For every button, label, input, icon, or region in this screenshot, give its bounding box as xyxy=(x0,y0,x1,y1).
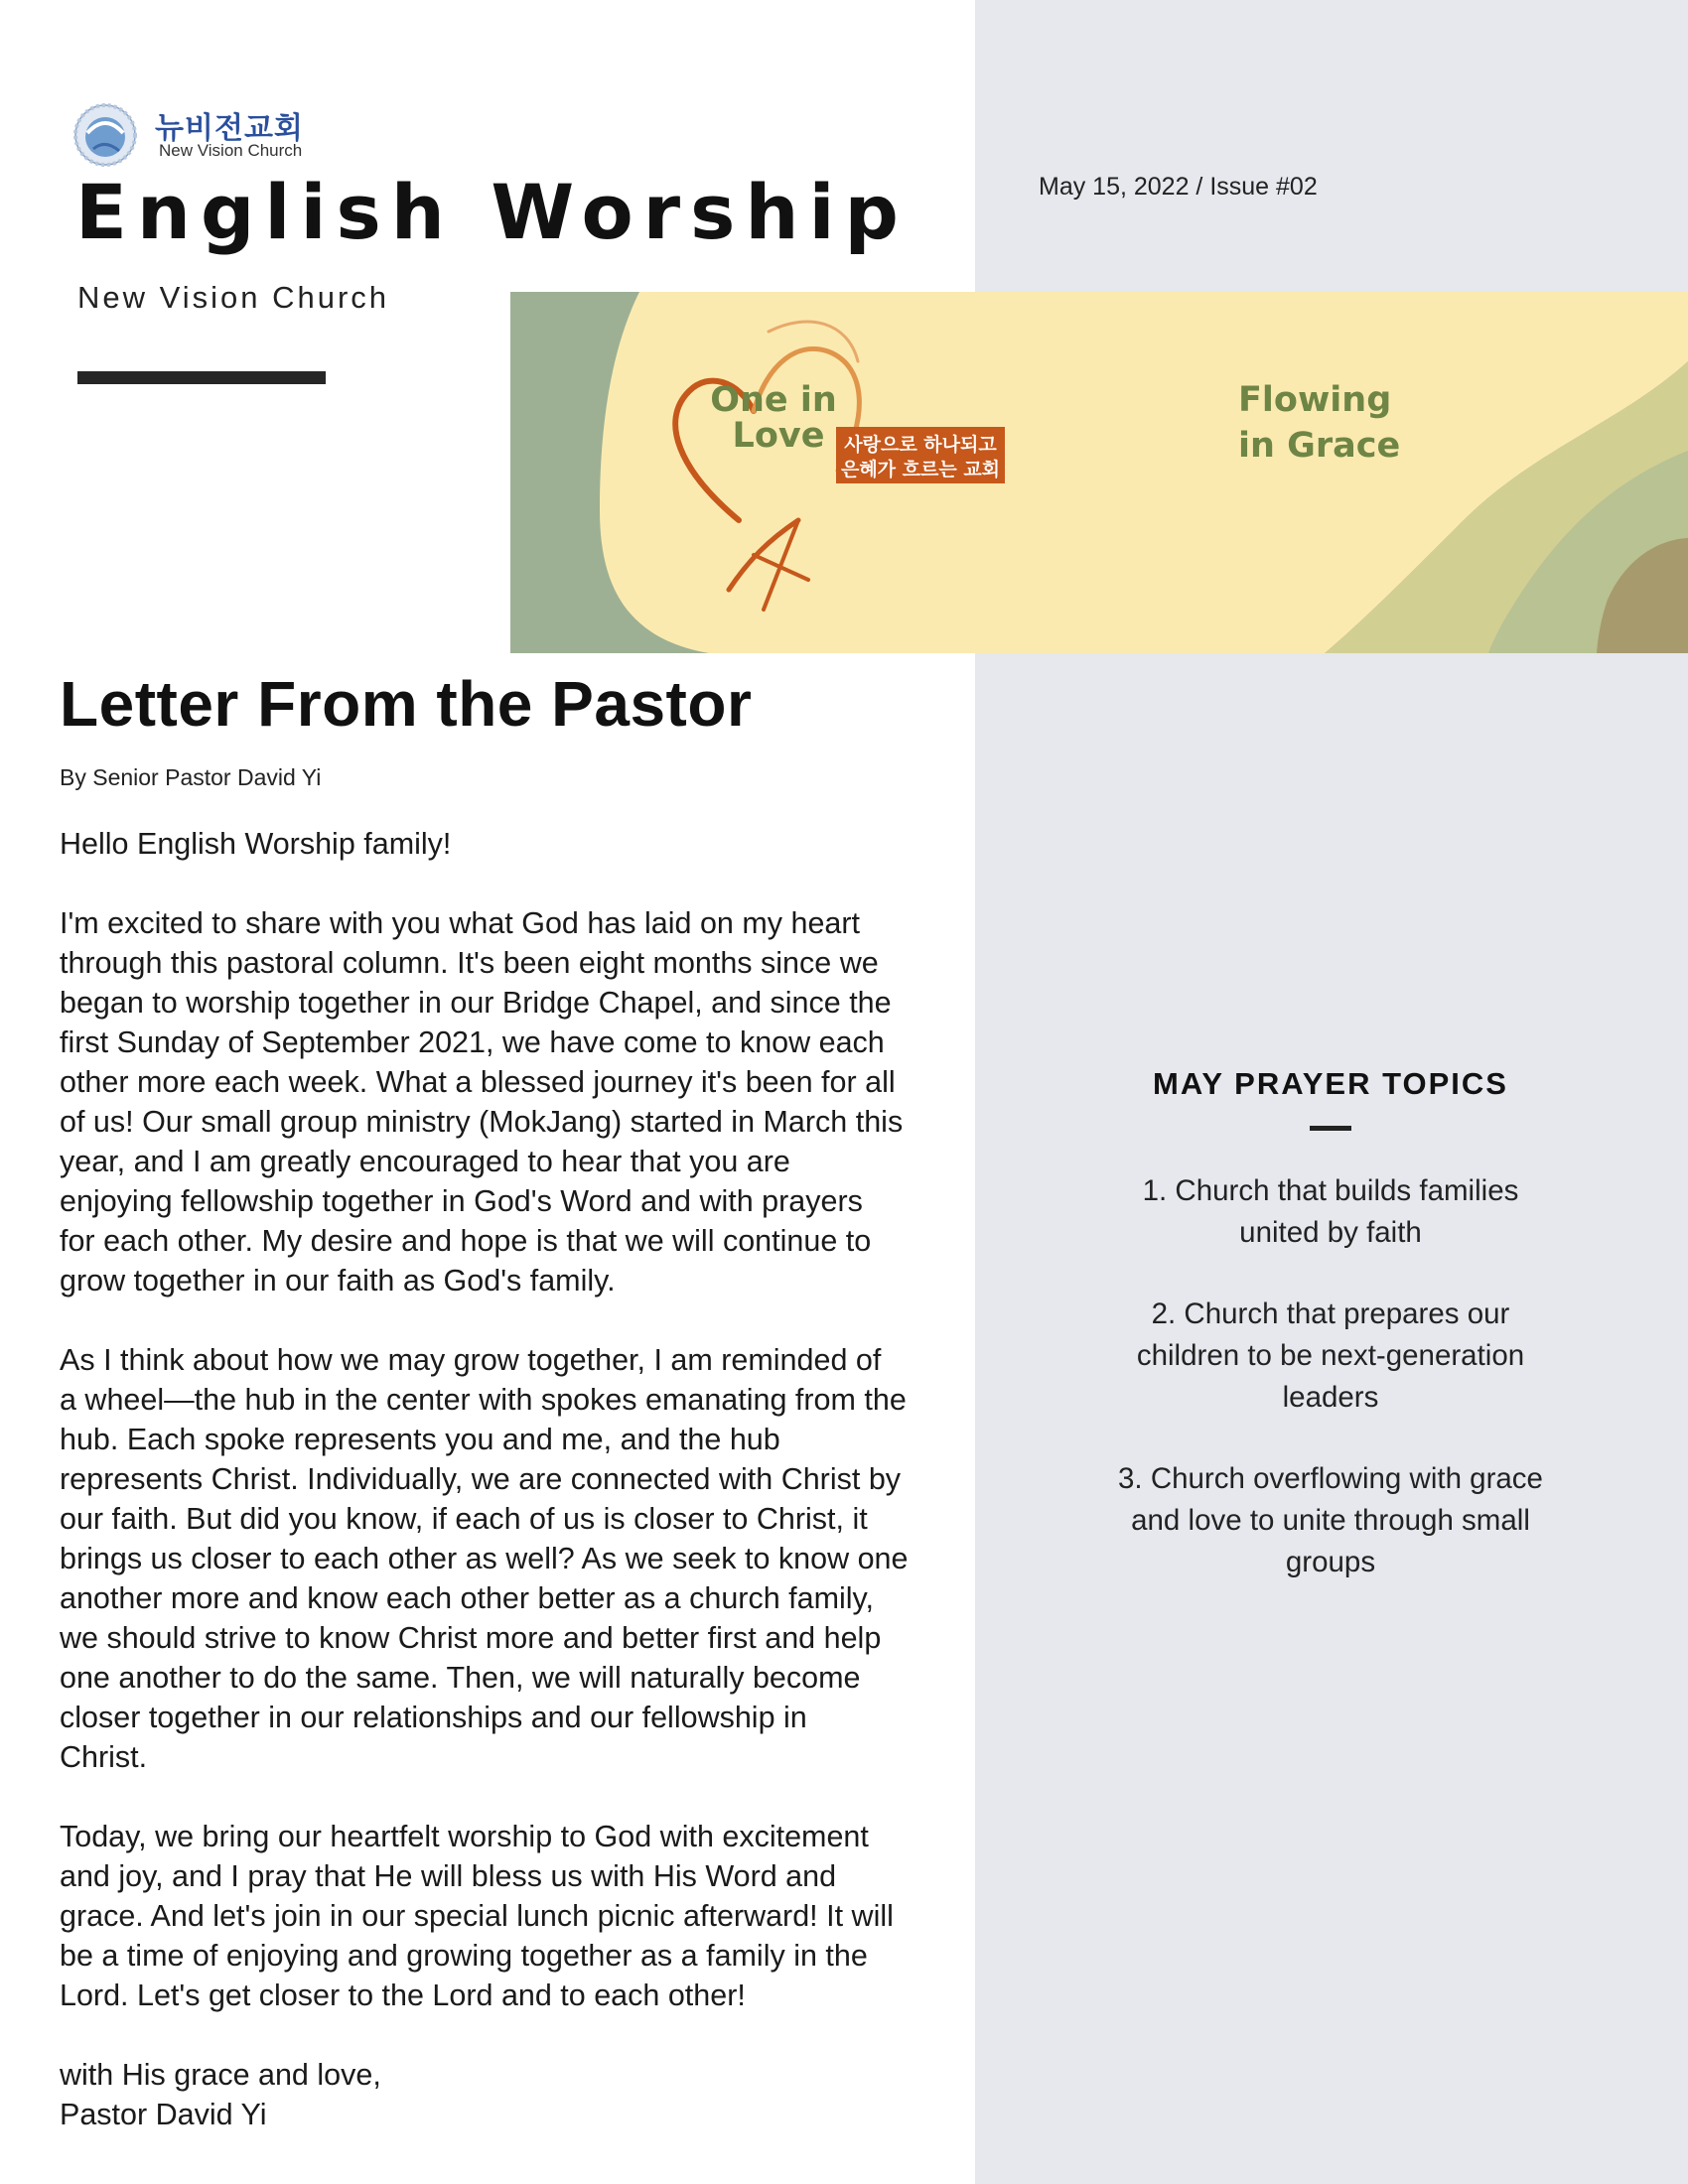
letter-line: represents Christ. Individually, we are connected with Christ by xyxy=(60,1462,902,1496)
banner-left-line-1: One in xyxy=(710,380,837,420)
prayer-topic-line: children to be next-generation xyxy=(1136,1339,1525,1372)
issue-date: May 15, 2022 / Issue #02 xyxy=(1039,173,1318,201)
letter-line: Christ. xyxy=(60,1740,148,1774)
letter-line: another more and know each other better as a church family, xyxy=(60,1581,874,1615)
letter-line: brings us closer to each other as well? As we seek to know one xyxy=(60,1542,909,1575)
letter-line: other more each week. What a blessed journey it's been for all xyxy=(60,1065,896,1099)
prayer-topic-line: 2. Church that prepares our xyxy=(1151,1297,1510,1330)
banner-korean-line-1: 사랑으로 하나되고 xyxy=(844,434,997,456)
banner-left-line-2: Love xyxy=(732,416,825,456)
letter-line: year, and I am greatly encouraged to hear that you are xyxy=(60,1145,790,1178)
letter-paragraph xyxy=(60,903,933,1300)
banner-right-line-2: in Grace xyxy=(1238,426,1401,466)
letter-paragraph xyxy=(60,824,933,864)
newsletter-subtitle: New Vision Church xyxy=(77,280,390,315)
letter-line: of us! Our small group ministry (MokJang) started in March this xyxy=(60,1105,904,1139)
letter-line: began to worship together in our Bridge Chapel, and since the xyxy=(60,986,892,1020)
signoff-name: Pastor David Yi xyxy=(60,2098,267,2131)
logo-english-name: New Vision Church xyxy=(159,141,303,160)
prayer-topic-line: 1. Church that builds families xyxy=(1142,1174,1519,1207)
letter-line: be a time of enjoying and growing together as a family in the xyxy=(60,1939,868,1973)
banner-korean-line-2: 은혜가 흐르는 교회 xyxy=(840,459,1001,480)
letter-line: I'm excited to share with you what God has laid on my heart xyxy=(60,906,861,940)
prayer-topic-line: and love to unite through small xyxy=(1131,1504,1530,1537)
letter-line: hub. Each spoke represents you and me, and the hub xyxy=(60,1423,780,1456)
letter-line: Today, we bring our heartfelt worship to God with excitement xyxy=(60,1820,869,1853)
theme-banner xyxy=(510,292,1688,653)
newsletter-title: English Worship xyxy=(75,168,909,256)
globe-emblem-icon xyxy=(73,103,137,167)
letter-byline: By Senior Pastor David Yi xyxy=(60,764,322,790)
letter-line: Hello English Worship family! xyxy=(60,827,452,861)
prayer-topic-line: leaders xyxy=(1282,1381,1379,1414)
prayer-topic-item xyxy=(1072,1458,1589,1583)
letter-line: and joy, and I pray that He will bless us with His Word and xyxy=(60,1859,837,1893)
prayer-topics-divider xyxy=(1310,1126,1351,1131)
letter-line: we should strive to know Christ more and better first and help xyxy=(60,1621,882,1655)
letter-signoff xyxy=(60,2055,933,2134)
letter-line: enjoying fellowship together in God's Word and with prayers xyxy=(60,1184,863,1218)
letter-line: for each other. My desire and hope is that we will continue to xyxy=(60,1224,872,1258)
prayer-topics-section xyxy=(1072,1066,1589,1623)
prayer-topics-list xyxy=(1072,1170,1589,1583)
letter-paragraph xyxy=(60,1817,933,2015)
banner-right-line-1: Flowing xyxy=(1238,380,1392,420)
prayer-topic-line: 3. Church overflowing with grace xyxy=(1118,1462,1543,1495)
letter-title: Letter From the Pastor xyxy=(60,668,753,740)
letter-line: our faith. But did you know, if each of us is closer to Christ, it xyxy=(60,1502,868,1536)
letter-line: Lord. Let's get closer to the Lord and to each other! xyxy=(60,1979,746,2012)
letter-line: As I think about how we may grow together, I am reminded of xyxy=(60,1343,882,1377)
prayer-topic-line: united by faith xyxy=(1239,1216,1422,1249)
letter-line: closer together in our relationships and our fellowship in xyxy=(60,1701,807,1734)
letter-paragraph xyxy=(60,1340,933,1777)
letter-line: a wheel—the hub in the center with spokes emanating from the xyxy=(60,1383,907,1417)
church-logo xyxy=(73,99,312,169)
title-divider xyxy=(77,371,326,384)
letter-line: one another to do the same. Then, we will naturally become xyxy=(60,1661,861,1695)
prayer-topics-heading: MAY PRAYER TOPICS xyxy=(1153,1066,1508,1101)
letter-body xyxy=(60,824,933,2134)
letter-line: first Sunday of September 2021, we have come to know each xyxy=(60,1025,885,1059)
signoff-line: with His grace and love, xyxy=(60,2058,381,2092)
prayer-topic-item xyxy=(1072,1294,1589,1419)
letter-line: grace. And let's join in our special lunch picnic afterward! It will xyxy=(60,1899,894,1933)
prayer-topic-item xyxy=(1072,1170,1589,1254)
letter-line: grow together in our faith as God's family. xyxy=(60,1264,616,1297)
prayer-topic-line: groups xyxy=(1285,1546,1376,1578)
logo-korean-name: 뉴비전교회 xyxy=(155,111,304,146)
letter-line: through this pastoral column. It's been eight months since we xyxy=(60,946,879,980)
